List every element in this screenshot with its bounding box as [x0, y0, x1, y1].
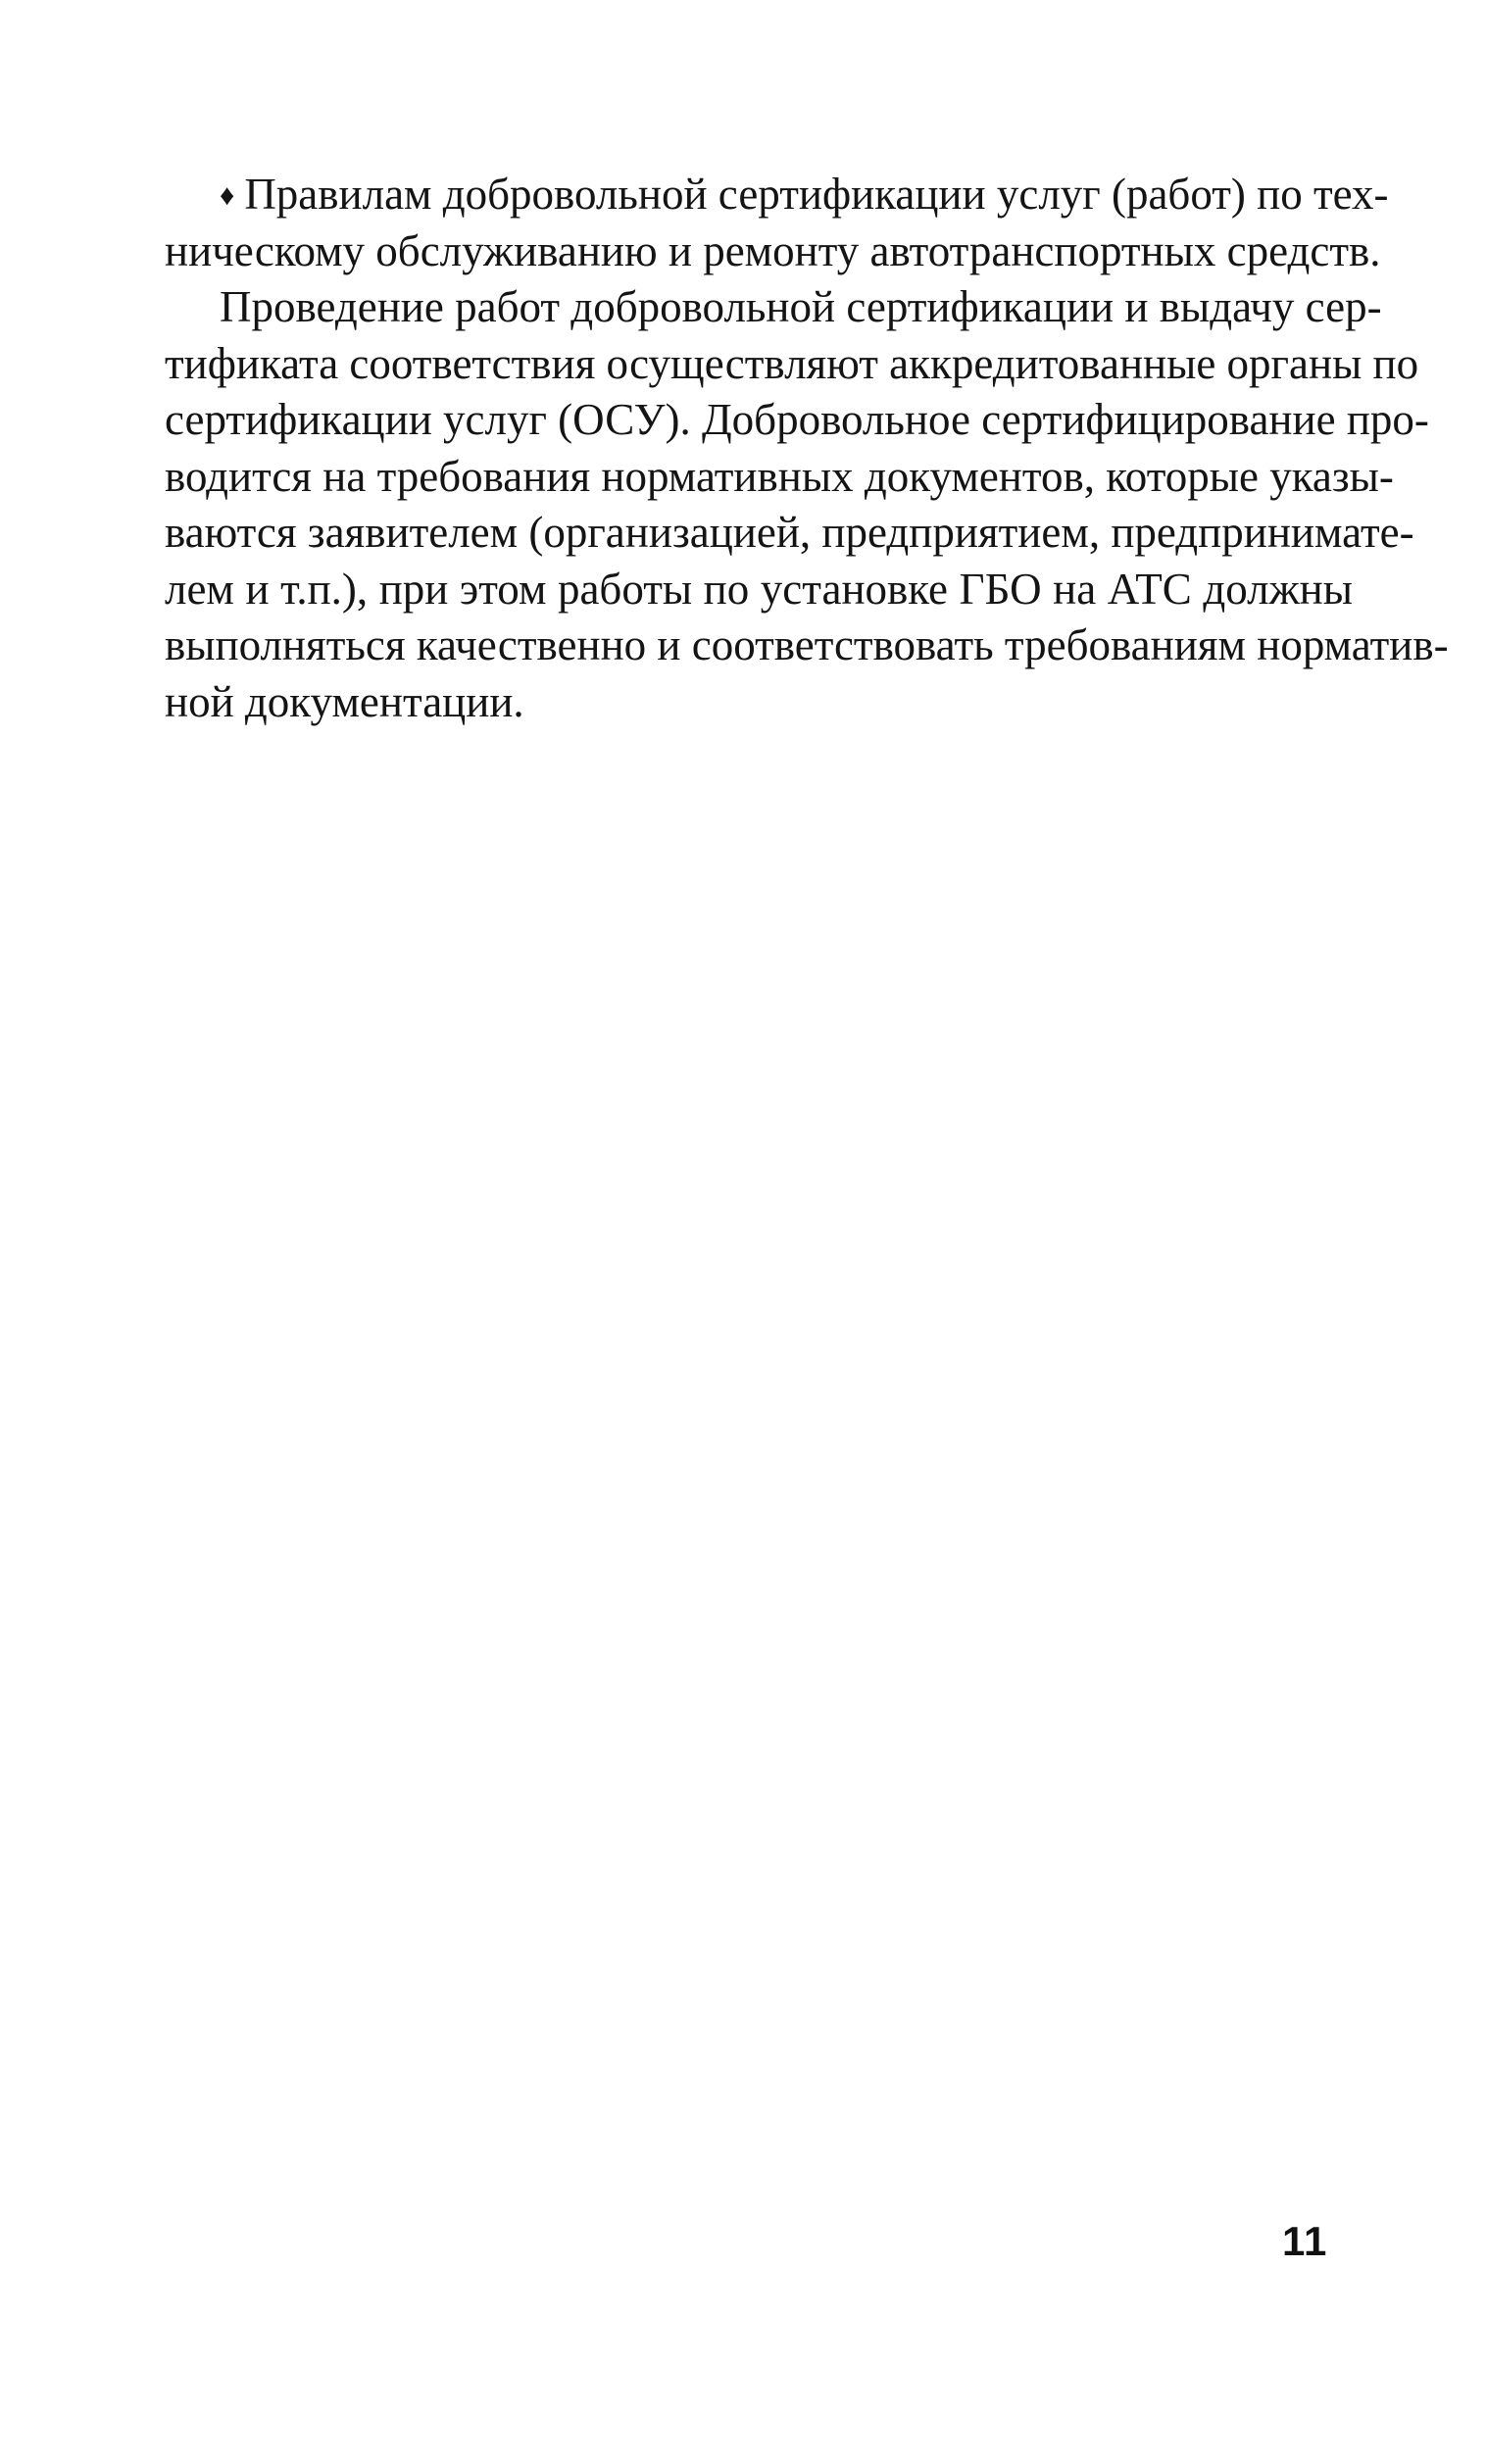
line-text: водится на требования нормативных документов, которые указы-: [165, 451, 1394, 501]
text-line: [165, 223, 1381, 280]
diamond-bullet-icon: ♦: [220, 179, 235, 212]
line-text: выполняться качественно и соответствовать требованиям норматив-: [165, 620, 1449, 669]
body-text: [165, 167, 1449, 730]
page-number: 11: [1282, 2218, 1328, 2264]
paragraph-bullet-item: [165, 167, 1389, 279]
text-line: [165, 449, 1394, 506]
paragraph-certification: [165, 279, 1449, 730]
text-line: [165, 392, 1429, 449]
line-text: ной документации.: [165, 676, 524, 726]
line-text: Правилам добровольной сертификации услуг (работ) по тех-: [244, 170, 1389, 219]
text-line: [165, 336, 1419, 393]
text-line: [165, 167, 1389, 223]
line-text: Проведение работ добровольной сертификации и выдачу сер-: [220, 282, 1382, 331]
text-line: [165, 617, 1449, 674]
line-text: лем и т.п.), при этом работы по установке ГБО на АТС должны: [165, 564, 1353, 614]
line-text: сертификации услуг (ОСУ). Добровольное сертифицирование про-: [165, 395, 1429, 444]
text-line: [165, 562, 1353, 618]
line-text: тификата соответствия осуществляют аккредитованные органы по: [165, 338, 1419, 388]
text-line: [165, 505, 1414, 562]
line-text: ническому обслуживанию и ремонту автотранспортных средств.: [165, 225, 1381, 275]
text-line: [165, 279, 1382, 336]
line-text: ваются заявителем (организацией, предприятием, предпринимате-: [165, 508, 1414, 557]
text-line: [165, 674, 1353, 731]
